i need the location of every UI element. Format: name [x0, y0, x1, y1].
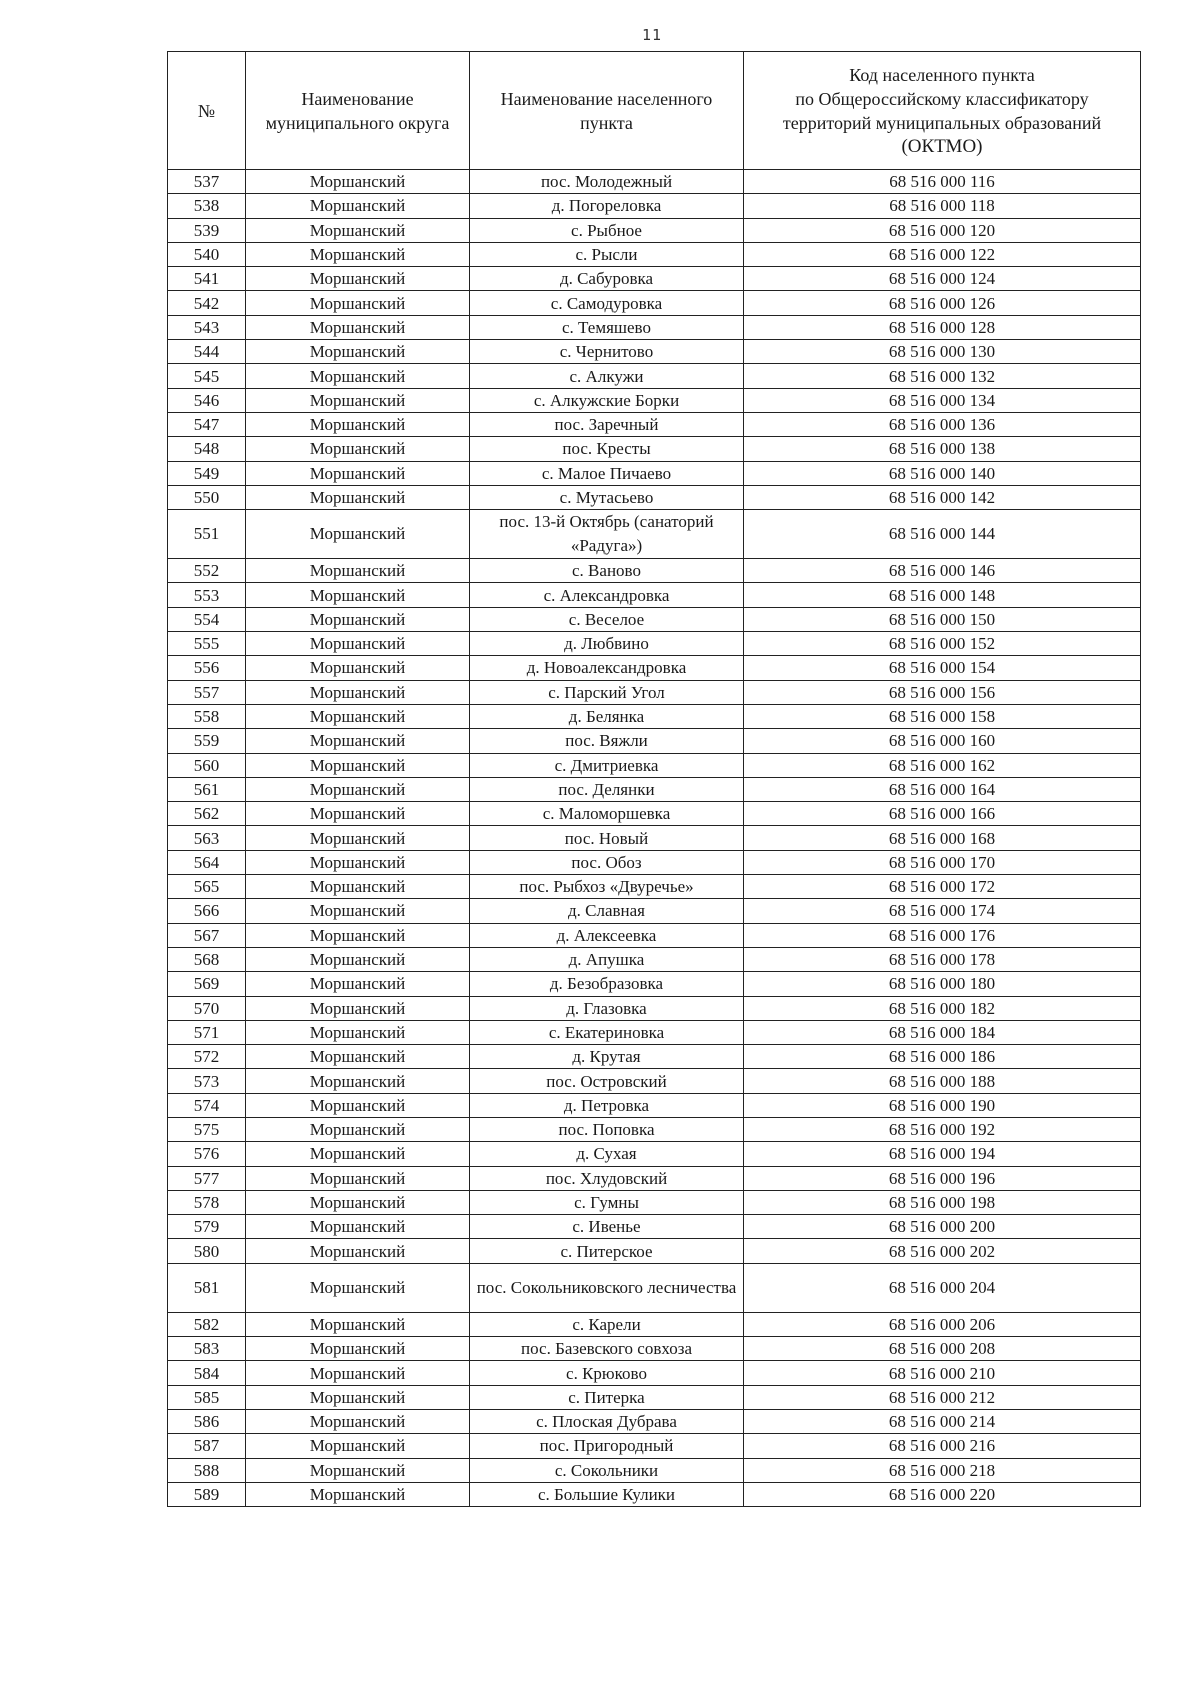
header-code-line-2: по Общероссийскому классификатору: [795, 88, 1089, 109]
table-body: [168, 170, 1141, 1507]
cell-number: 584: [168, 1361, 246, 1385]
cell-oktmo-code: 68 516 000 190: [744, 1093, 1141, 1117]
cell-number: 547: [168, 412, 246, 436]
cell-number: 565: [168, 875, 246, 899]
cell-oktmo-code: 68 516 000 166: [744, 802, 1141, 826]
cell-oktmo-code: 68 516 000 188: [744, 1069, 1141, 1093]
cell-oktmo-code: 68 516 000 186: [744, 1045, 1141, 1069]
cell-settlement: пос. Делянки: [470, 777, 744, 801]
cell-district: Моршанский: [246, 1361, 470, 1385]
table-row: [168, 194, 1141, 218]
table-row: [168, 850, 1141, 874]
cell-number: 564: [168, 850, 246, 874]
cell-district: Моршанский: [246, 1166, 470, 1190]
cell-number: 586: [168, 1409, 246, 1433]
cell-settlement: с. Маломоршевка: [470, 802, 744, 826]
cell-number: 567: [168, 923, 246, 947]
cell-oktmo-code: 68 516 000 178: [744, 947, 1141, 971]
cell-district: Моршанский: [246, 218, 470, 242]
table-row: [168, 559, 1141, 583]
header-oktmo-code: [744, 52, 1141, 170]
table-row: [168, 364, 1141, 388]
cell-settlement: д. Безобразовка: [470, 972, 744, 996]
cell-district: Моршанский: [246, 899, 470, 923]
cell-settlement: с. Александровка: [470, 583, 744, 607]
table-row: [168, 267, 1141, 291]
table-row: [168, 388, 1141, 412]
cell-oktmo-code: 68 516 000 180: [744, 972, 1141, 996]
cell-district: Моршанский: [246, 437, 470, 461]
cell-settlement: с. Ивенье: [470, 1215, 744, 1239]
cell-number: 552: [168, 559, 246, 583]
cell-oktmo-code: 68 516 000 204: [744, 1263, 1141, 1312]
table-row: [168, 1409, 1141, 1433]
cell-district: Моршанский: [246, 267, 470, 291]
cell-settlement: с. Гумны: [470, 1190, 744, 1214]
cell-settlement: пос. Пригородный: [470, 1434, 744, 1458]
cell-oktmo-code: 68 516 000 130: [744, 340, 1141, 364]
cell-settlement: с. Дмитриевка: [470, 753, 744, 777]
cell-settlement: с. Мутасьево: [470, 485, 744, 509]
cell-settlement: пос. Островский: [470, 1069, 744, 1093]
cell-oktmo-code: 68 516 000 120: [744, 218, 1141, 242]
cell-settlement: пос. Базевского совхоза: [470, 1337, 744, 1361]
cell-settlement: д. Сабуровка: [470, 267, 744, 291]
cell-oktmo-code: 68 516 000 122: [744, 242, 1141, 266]
cell-number: 582: [168, 1312, 246, 1336]
cell-district: Моршанский: [246, 1385, 470, 1409]
header-settlement-line-2: пункта: [580, 112, 633, 133]
cell-oktmo-code: 68 516 000 146: [744, 559, 1141, 583]
cell-number: 556: [168, 656, 246, 680]
cell-settlement: с. Малое Пичаево: [470, 461, 744, 485]
cell-district: Моршанский: [246, 1482, 470, 1506]
cell-oktmo-code: 68 516 000 184: [744, 1020, 1141, 1044]
cell-district: Моршанский: [246, 485, 470, 509]
table-row: [168, 1190, 1141, 1214]
cell-oktmo-code: 68 516 000 158: [744, 704, 1141, 728]
cell-district: Моршанский: [246, 194, 470, 218]
table-row: [168, 607, 1141, 631]
cell-number: 538: [168, 194, 246, 218]
cell-district: Моршанский: [246, 510, 470, 559]
cell-oktmo-code: 68 516 000 196: [744, 1166, 1141, 1190]
cell-oktmo-code: 68 516 000 214: [744, 1409, 1141, 1433]
cell-district: Моршанский: [246, 1434, 470, 1458]
cell-number: 580: [168, 1239, 246, 1263]
cell-number: 587: [168, 1434, 246, 1458]
cell-district: Моршанский: [246, 607, 470, 631]
cell-district: Моршанский: [246, 996, 470, 1020]
cell-oktmo-code: 68 516 000 116: [744, 170, 1141, 194]
header-settlement: [470, 52, 744, 170]
table-row: [168, 899, 1141, 923]
cell-district: Моршанский: [246, 170, 470, 194]
table-row: [168, 972, 1141, 996]
table-row: [168, 1069, 1141, 1093]
cell-district: Моршанский: [246, 1020, 470, 1044]
cell-oktmo-code: 68 516 000 128: [744, 315, 1141, 339]
header-district-line-2: муниципального округа: [265, 112, 450, 133]
cell-district: Моршанский: [246, 923, 470, 947]
cell-oktmo-code: 68 516 000 148: [744, 583, 1141, 607]
table-row: [168, 704, 1141, 728]
cell-oktmo-code: 68 516 000 160: [744, 729, 1141, 753]
cell-oktmo-code: 68 516 000 164: [744, 777, 1141, 801]
cell-oktmo-code: 68 516 000 156: [744, 680, 1141, 704]
cell-number: 543: [168, 315, 246, 339]
table-row: [168, 340, 1141, 364]
cell-oktmo-code: 68 516 000 176: [744, 923, 1141, 947]
settlements-table: [167, 51, 1141, 1507]
cell-settlement: с. Рысли: [470, 242, 744, 266]
cell-settlement: с. Сокольники: [470, 1458, 744, 1482]
cell-oktmo-code: 68 516 000 210: [744, 1361, 1141, 1385]
cell-settlement: д. Глазовка: [470, 996, 744, 1020]
table-row: [168, 875, 1141, 899]
table-row: [168, 656, 1141, 680]
cell-settlement: пос. Обоз: [470, 850, 744, 874]
cell-district: Моршанский: [246, 315, 470, 339]
cell-district: Моршанский: [246, 826, 470, 850]
cell-oktmo-code: 68 516 000 134: [744, 388, 1141, 412]
cell-district: Моршанский: [246, 802, 470, 826]
cell-number: 574: [168, 1093, 246, 1117]
table-row: [168, 1045, 1141, 1069]
cell-oktmo-code: 68 516 000 216: [744, 1434, 1141, 1458]
header-code-line-4: (ОКТМО): [901, 135, 983, 157]
cell-number: 561: [168, 777, 246, 801]
cell-number: 589: [168, 1482, 246, 1506]
header-number: [168, 52, 246, 170]
cell-settlement: с. Крюково: [470, 1361, 744, 1385]
cell-oktmo-code: 68 516 000 220: [744, 1482, 1141, 1506]
table-row: [168, 170, 1141, 194]
table-row: [168, 826, 1141, 850]
table-row: [168, 583, 1141, 607]
cell-number: 544: [168, 340, 246, 364]
cell-oktmo-code: 68 516 000 142: [744, 485, 1141, 509]
cell-settlement: д. Алексеевка: [470, 923, 744, 947]
cell-district: Моршанский: [246, 632, 470, 656]
cell-number: 553: [168, 583, 246, 607]
cell-number: 563: [168, 826, 246, 850]
cell-district: Моршанский: [246, 656, 470, 680]
cell-number: 581: [168, 1263, 246, 1312]
cell-district: Моршанский: [246, 947, 470, 971]
cell-district: Моршанский: [246, 680, 470, 704]
cell-number: 540: [168, 242, 246, 266]
cell-district: Моршанский: [246, 1142, 470, 1166]
cell-settlement: д. Петровка: [470, 1093, 744, 1117]
cell-district: Моршанский: [246, 1263, 470, 1312]
cell-settlement: с. Карели: [470, 1312, 744, 1336]
cell-number: 569: [168, 972, 246, 996]
cell-settlement: с. Ваново: [470, 559, 744, 583]
table-row: [168, 1142, 1141, 1166]
cell-oktmo-code: 68 516 000 138: [744, 437, 1141, 461]
cell-oktmo-code: 68 516 000 144: [744, 510, 1141, 559]
cell-number: 539: [168, 218, 246, 242]
header-settlement-line-1: Наименование населенного: [500, 88, 713, 109]
table-row: [168, 1263, 1141, 1312]
cell-oktmo-code: 68 516 000 150: [744, 607, 1141, 631]
cell-district: Моршанский: [246, 777, 470, 801]
cell-district: Моршанский: [246, 850, 470, 874]
table-row: [168, 218, 1141, 242]
page-number: 11: [641, 26, 663, 44]
cell-settlement: д. Погореловка: [470, 194, 744, 218]
cell-settlement: пос. Заречный: [470, 412, 744, 436]
table-header-row: [168, 52, 1141, 170]
table-row: [168, 729, 1141, 753]
cell-number: 578: [168, 1190, 246, 1214]
cell-district: Моршанский: [246, 753, 470, 777]
cell-number: 542: [168, 291, 246, 315]
cell-number: 549: [168, 461, 246, 485]
table-row: [168, 291, 1141, 315]
cell-number: 548: [168, 437, 246, 461]
cell-settlement: с. Рыбное: [470, 218, 744, 242]
cell-number: 559: [168, 729, 246, 753]
cell-settlement: с. Чернитово: [470, 340, 744, 364]
header-number-label: №: [197, 100, 216, 121]
cell-number: 573: [168, 1069, 246, 1093]
cell-district: Моршанский: [246, 729, 470, 753]
cell-number: 554: [168, 607, 246, 631]
cell-oktmo-code: 68 516 000 202: [744, 1239, 1141, 1263]
table-row: [168, 802, 1141, 826]
cell-number: 562: [168, 802, 246, 826]
cell-district: Моршанский: [246, 1312, 470, 1336]
table-row: [168, 1434, 1141, 1458]
table-row: [168, 1385, 1141, 1409]
cell-number: 570: [168, 996, 246, 1020]
table-row: [168, 996, 1141, 1020]
cell-district: Моршанский: [246, 875, 470, 899]
cell-settlement: д. Апушка: [470, 947, 744, 971]
cell-number: 550: [168, 485, 246, 509]
cell-district: Моршанский: [246, 1190, 470, 1214]
cell-oktmo-code: 68 516 000 172: [744, 875, 1141, 899]
header-district: [246, 52, 470, 170]
cell-oktmo-code: 68 516 000 136: [744, 412, 1141, 436]
table-row: [168, 777, 1141, 801]
table-row: [168, 947, 1141, 971]
cell-district: Моршанский: [246, 1117, 470, 1141]
cell-oktmo-code: 68 516 000 182: [744, 996, 1141, 1020]
cell-district: Моршанский: [246, 388, 470, 412]
table-row: [168, 1458, 1141, 1482]
cell-settlement: с. Алкужские Борки: [470, 388, 744, 412]
cell-settlement: пос. Новый: [470, 826, 744, 850]
cell-oktmo-code: 68 516 000 208: [744, 1337, 1141, 1361]
table-row: [168, 1215, 1141, 1239]
table-row: [168, 412, 1141, 436]
cell-number: 576: [168, 1142, 246, 1166]
cell-district: Моршанский: [246, 364, 470, 388]
cell-number: 566: [168, 899, 246, 923]
cell-number: 577: [168, 1166, 246, 1190]
cell-oktmo-code: 68 516 000 174: [744, 899, 1141, 923]
table-row: [168, 242, 1141, 266]
cell-district: Моршанский: [246, 1239, 470, 1263]
cell-settlement: пос. 13-й Октябрь (санаторий «Радуга»): [470, 510, 744, 559]
cell-district: Моршанский: [246, 291, 470, 315]
table-row: [168, 632, 1141, 656]
cell-district: Моршанский: [246, 559, 470, 583]
cell-number: 568: [168, 947, 246, 971]
table-row: [168, 461, 1141, 485]
cell-settlement: с. Веселое: [470, 607, 744, 631]
cell-oktmo-code: 68 516 000 118: [744, 194, 1141, 218]
cell-number: 588: [168, 1458, 246, 1482]
cell-settlement: пос. Сокольниковского лесничества: [470, 1263, 744, 1312]
cell-district: Моршанский: [246, 340, 470, 364]
cell-district: Моршанский: [246, 1093, 470, 1117]
header-district-line-1: Наименование: [301, 88, 414, 109]
cell-number: 551: [168, 510, 246, 559]
cell-number: 558: [168, 704, 246, 728]
cell-oktmo-code: 68 516 000 126: [744, 291, 1141, 315]
cell-oktmo-code: 68 516 000 212: [744, 1385, 1141, 1409]
table-row: [168, 1117, 1141, 1141]
cell-number: 585: [168, 1385, 246, 1409]
table-row: [168, 1482, 1141, 1506]
cell-district: Моршанский: [246, 412, 470, 436]
cell-settlement: пос. Хлудовский: [470, 1166, 744, 1190]
table-row: [168, 1312, 1141, 1336]
cell-settlement: пос. Рыбхоз «Двуречье»: [470, 875, 744, 899]
cell-oktmo-code: 68 516 000 192: [744, 1117, 1141, 1141]
cell-district: Моршанский: [246, 1069, 470, 1093]
cell-number: 571: [168, 1020, 246, 1044]
cell-district: Моршанский: [246, 972, 470, 996]
cell-settlement: с. Питерское: [470, 1239, 744, 1263]
cell-oktmo-code: 68 516 000 132: [744, 364, 1141, 388]
table-row: [168, 923, 1141, 947]
cell-oktmo-code: 68 516 000 124: [744, 267, 1141, 291]
cell-settlement: д. Славная: [470, 899, 744, 923]
cell-settlement: с. Парский Угол: [470, 680, 744, 704]
table-row: [168, 1239, 1141, 1263]
cell-oktmo-code: 68 516 000 200: [744, 1215, 1141, 1239]
table-row: [168, 485, 1141, 509]
cell-number: 555: [168, 632, 246, 656]
cell-settlement: с. Алкужи: [470, 364, 744, 388]
cell-settlement: д. Любвино: [470, 632, 744, 656]
cell-settlement: с. Самодуровка: [470, 291, 744, 315]
cell-number: 575: [168, 1117, 246, 1141]
cell-number: 537: [168, 170, 246, 194]
table-row: [168, 753, 1141, 777]
cell-settlement: д. Белянка: [470, 704, 744, 728]
cell-oktmo-code: 68 516 000 140: [744, 461, 1141, 485]
cell-number: 545: [168, 364, 246, 388]
cell-oktmo-code: 68 516 000 154: [744, 656, 1141, 680]
cell-settlement: пос. Молодежный: [470, 170, 744, 194]
table-row: [168, 680, 1141, 704]
cell-settlement: пос. Кресты: [470, 437, 744, 461]
cell-oktmo-code: 68 516 000 170: [744, 850, 1141, 874]
header-code-line-3: территорий муниципальных образований: [782, 112, 1102, 133]
cell-settlement: с. Питерка: [470, 1385, 744, 1409]
cell-settlement: с. Темяшево: [470, 315, 744, 339]
cell-number: 579: [168, 1215, 246, 1239]
table-row: [168, 1361, 1141, 1385]
cell-settlement: с. Большие Кулики: [470, 1482, 744, 1506]
cell-settlement: с. Плоская Дубрава: [470, 1409, 744, 1433]
cell-number: 546: [168, 388, 246, 412]
cell-oktmo-code: 68 516 000 168: [744, 826, 1141, 850]
table-row: [168, 510, 1141, 559]
table-row: [168, 1166, 1141, 1190]
table-row: [168, 1093, 1141, 1117]
cell-district: Моршанский: [246, 461, 470, 485]
cell-district: Моршанский: [246, 1045, 470, 1069]
cell-settlement: д. Крутая: [470, 1045, 744, 1069]
cell-oktmo-code: 68 516 000 198: [744, 1190, 1141, 1214]
cell-settlement: д. Сухая: [470, 1142, 744, 1166]
cell-number: 557: [168, 680, 246, 704]
cell-settlement: пос. Поповка: [470, 1117, 744, 1141]
cell-district: Моршанский: [246, 583, 470, 607]
cell-oktmo-code: 68 516 000 206: [744, 1312, 1141, 1336]
cell-oktmo-code: 68 516 000 218: [744, 1458, 1141, 1482]
cell-number: 560: [168, 753, 246, 777]
cell-district: Моршанский: [246, 704, 470, 728]
cell-oktmo-code: 68 516 000 162: [744, 753, 1141, 777]
cell-settlement: д. Новоалександровка: [470, 656, 744, 680]
cell-oktmo-code: 68 516 000 194: [744, 1142, 1141, 1166]
cell-number: 583: [168, 1337, 246, 1361]
table-row: [168, 315, 1141, 339]
cell-district: Моршанский: [246, 242, 470, 266]
cell-settlement: с. Екатериновка: [470, 1020, 744, 1044]
cell-oktmo-code: 68 516 000 152: [744, 632, 1141, 656]
cell-settlement: пос. Вяжли: [470, 729, 744, 753]
cell-district: Моршанский: [246, 1337, 470, 1361]
cell-district: Моршанский: [246, 1215, 470, 1239]
table-row: [168, 1337, 1141, 1361]
table-row: [168, 1020, 1141, 1044]
cell-number: 572: [168, 1045, 246, 1069]
cell-district: Моршанский: [246, 1409, 470, 1433]
cell-number: 541: [168, 267, 246, 291]
header-code-line-1: Код населенного пункта: [849, 64, 1035, 85]
cell-district: Моршанский: [246, 1458, 470, 1482]
table-row: [168, 437, 1141, 461]
